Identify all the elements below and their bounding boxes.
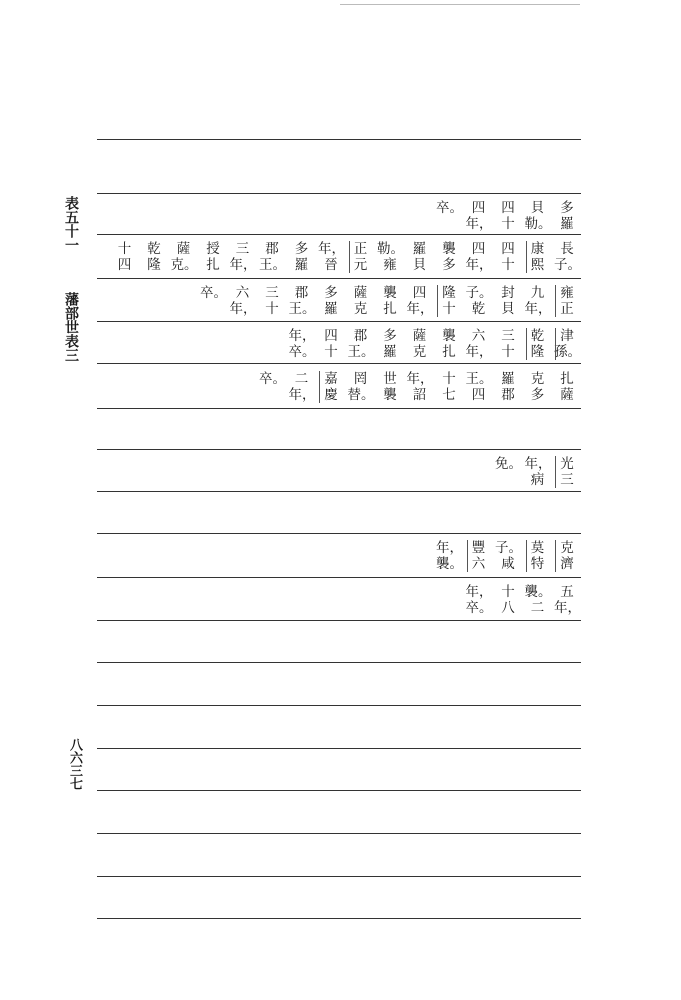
text-column xyxy=(554,540,580,572)
cell-char: 羅 xyxy=(501,371,515,387)
text-column xyxy=(407,371,433,403)
table-rule xyxy=(97,876,581,877)
cell-char: 四 xyxy=(471,387,486,403)
cell-char: 扎 xyxy=(383,301,397,317)
text-column xyxy=(171,241,197,273)
cell-char: 光 xyxy=(560,456,574,472)
table-row xyxy=(97,584,581,618)
text-column xyxy=(436,328,462,360)
cell-char: 年， xyxy=(288,328,316,344)
cell-char: 勒。 xyxy=(377,241,404,257)
text-column xyxy=(525,328,551,360)
cell-char: 年， xyxy=(229,301,257,317)
table-row xyxy=(97,371,581,405)
cell-char: 子。 xyxy=(465,285,493,301)
text-column xyxy=(436,285,462,317)
cell-char: 襲。 xyxy=(524,584,552,600)
table-rule xyxy=(97,321,581,322)
text-column xyxy=(466,285,492,317)
cell-char: 襲 xyxy=(383,285,397,301)
text-column xyxy=(554,285,580,317)
cell-char: 年， xyxy=(406,301,434,317)
text-column xyxy=(289,328,315,360)
cell-char xyxy=(259,387,285,403)
text-column xyxy=(495,285,521,317)
table-rule xyxy=(97,748,581,749)
table-rule xyxy=(97,833,581,834)
cell-char: 熙 xyxy=(530,257,545,273)
text-column xyxy=(466,371,492,403)
text-column xyxy=(377,241,403,273)
cell-char: 扎 xyxy=(442,344,456,360)
cell-char: 羅 xyxy=(294,257,309,273)
cell-char: 多 xyxy=(530,387,545,403)
table-rule xyxy=(97,449,581,450)
cell-char: 六 xyxy=(235,285,250,301)
cell-char: 正 xyxy=(353,241,368,257)
cell-char xyxy=(436,216,462,232)
text-column xyxy=(348,285,374,317)
text-column xyxy=(407,328,433,360)
text-column xyxy=(318,371,344,403)
text-column xyxy=(495,456,521,488)
cell-char: 三 xyxy=(265,285,279,301)
table-row xyxy=(97,241,581,275)
table-rule xyxy=(97,918,581,919)
table-rule xyxy=(97,790,581,791)
cell-char: 封 xyxy=(501,285,515,301)
text-column xyxy=(495,540,521,572)
cell-char: 十 xyxy=(265,301,279,317)
cell-char: 薩 xyxy=(353,285,368,301)
text-column xyxy=(525,285,551,317)
text-column xyxy=(554,584,580,616)
cell-char: 莫 xyxy=(530,540,545,556)
cell-char: 年， xyxy=(436,540,463,556)
cell-char: 嘉 xyxy=(324,371,338,387)
side-title: 表五十一 xyxy=(63,196,79,252)
name-mark xyxy=(526,540,527,572)
cell-char: 年， xyxy=(465,216,493,232)
table-rule xyxy=(97,577,581,578)
cell-char: 晉 xyxy=(324,257,338,273)
text-column xyxy=(525,200,551,232)
name-mark xyxy=(467,540,468,572)
cell-char: 襲 xyxy=(442,241,456,257)
text-column xyxy=(259,241,285,273)
text-column xyxy=(141,241,167,273)
cell-char: 豐 xyxy=(471,540,486,556)
cell-char: 薩 xyxy=(176,241,191,257)
cell-char: 四 xyxy=(324,328,338,344)
text-column xyxy=(466,540,492,572)
name-mark xyxy=(526,241,527,273)
cell-char: 四 xyxy=(501,241,515,257)
cell-char: 卒。 xyxy=(259,371,286,387)
text-column xyxy=(289,285,315,317)
table-row xyxy=(97,285,581,319)
cell-char: 雍 xyxy=(560,285,574,301)
cell-char: 薩 xyxy=(560,387,574,403)
cell-char: 卒。 xyxy=(288,344,316,360)
cell-char: 授 xyxy=(206,241,220,257)
text-column xyxy=(407,285,433,317)
text-column xyxy=(525,241,551,273)
cell-char: 十 xyxy=(501,257,515,273)
cell-char: 世 xyxy=(383,371,397,387)
name-mark xyxy=(319,371,320,403)
text-column xyxy=(318,328,344,360)
cell-char: 雍 xyxy=(383,257,397,273)
cell-char: 克。 xyxy=(170,257,198,273)
cell-char: 詔 xyxy=(412,387,427,403)
table-rule xyxy=(97,193,581,194)
table-rule xyxy=(97,139,581,140)
cell-char: 四 xyxy=(412,285,427,301)
text-column xyxy=(259,285,285,317)
text-column xyxy=(495,328,521,360)
cell-char: 六 xyxy=(471,328,486,344)
text-column xyxy=(495,200,521,232)
cell-char: 正 xyxy=(560,301,574,317)
text-column xyxy=(377,328,403,360)
cell-char: 子。 xyxy=(495,540,522,556)
cell-char: 卒。 xyxy=(200,285,227,301)
cell-char: 元 xyxy=(353,257,368,273)
cell-char: 年， xyxy=(465,344,493,360)
text-column xyxy=(318,285,344,317)
cell-char: 貝 xyxy=(530,200,545,216)
cell-char: 襲 xyxy=(442,328,456,344)
cell-char: 十 xyxy=(442,301,456,317)
cell-char: 克 xyxy=(560,540,574,556)
table-rule xyxy=(97,620,581,621)
cell-char: 襲。 xyxy=(436,556,463,572)
cell-char: 八 xyxy=(501,600,515,616)
cell-char: 四 xyxy=(471,200,486,216)
cell-char: 四 xyxy=(117,257,132,273)
cell-char: 扎 xyxy=(560,371,574,387)
cell-char: 克 xyxy=(353,301,368,317)
cell-char: 多 xyxy=(324,285,338,301)
cell-char xyxy=(495,472,521,488)
cell-char: 年， xyxy=(465,584,493,600)
table-rule xyxy=(97,533,581,534)
text-column xyxy=(348,371,374,403)
cell-char: 扎 xyxy=(206,257,220,273)
text-column xyxy=(495,241,521,273)
table-row xyxy=(97,540,581,574)
table-rule xyxy=(97,408,581,409)
page-number: 八六三七 xyxy=(67,738,82,790)
cell-char xyxy=(200,301,226,317)
text-column xyxy=(466,584,492,616)
cell-char: 郡 xyxy=(353,328,368,344)
cell-char: 三 xyxy=(235,241,250,257)
cell-char: 乾 xyxy=(147,241,161,257)
text-column xyxy=(495,584,521,616)
table-rule xyxy=(97,363,581,364)
text-column xyxy=(554,200,580,232)
cell-char: 免。 xyxy=(495,456,522,472)
text-column xyxy=(200,285,226,317)
table-row xyxy=(97,456,581,490)
text-column xyxy=(525,371,551,403)
cell-char: 替。 xyxy=(347,387,375,403)
cell-char: 十 xyxy=(117,241,132,257)
cell-char: 羅 xyxy=(324,301,338,317)
cell-char: 長 xyxy=(560,241,574,257)
text-column xyxy=(230,241,256,273)
cell-char: 六 xyxy=(471,556,486,572)
table-rule xyxy=(97,705,581,706)
cell-char: 津 xyxy=(560,328,574,344)
text-column xyxy=(466,200,492,232)
cell-char: 薩 xyxy=(412,328,427,344)
cell-char: 乾 xyxy=(530,328,545,344)
text-column xyxy=(436,241,462,273)
cell-char: 王。 xyxy=(288,301,316,317)
cell-char: 勒。 xyxy=(524,216,552,232)
cell-char: 乾 xyxy=(471,301,486,317)
table-row xyxy=(97,200,581,234)
text-column xyxy=(377,285,403,317)
text-column xyxy=(466,328,492,360)
name-mark xyxy=(437,285,438,317)
cell-char: 王。 xyxy=(259,257,286,273)
cell-char: 年， xyxy=(524,301,552,317)
cell-char: 十 xyxy=(324,344,338,360)
table-rule xyxy=(97,662,581,663)
cell-char: 卒。 xyxy=(465,600,493,616)
cell-char: 濟 xyxy=(560,556,574,572)
cell-char: 孫。 xyxy=(554,344,581,360)
text-column xyxy=(554,456,580,488)
cell-char: 年， xyxy=(554,600,581,616)
cell-char: 貝 xyxy=(501,301,515,317)
cell-char: 隆 xyxy=(147,257,161,273)
text-column xyxy=(112,241,138,273)
text-column xyxy=(525,584,551,616)
cell-char: 克 xyxy=(412,344,427,360)
cell-char: 年， xyxy=(288,387,316,403)
text-column xyxy=(200,241,226,273)
text-column xyxy=(525,456,551,488)
side-subtitle: 藩部世表三 xyxy=(63,292,79,362)
text-column xyxy=(495,371,521,403)
text-column xyxy=(348,241,374,273)
text-column xyxy=(230,285,256,317)
cell-char: 羅 xyxy=(383,344,397,360)
cell-char: 年， xyxy=(524,456,552,472)
cell-char: 多 xyxy=(560,200,574,216)
cell-char: 子。 xyxy=(554,257,581,273)
text-column xyxy=(377,371,403,403)
cell-char: 七 xyxy=(442,387,456,403)
cell-char: 咸 xyxy=(501,556,515,572)
text-column xyxy=(436,540,462,572)
name-mark xyxy=(349,241,350,273)
cell-char: 四 xyxy=(501,200,515,216)
cell-char: 三 xyxy=(501,328,515,344)
cell-char: 年， xyxy=(229,257,257,273)
cell-char: 病 xyxy=(530,472,545,488)
text-column xyxy=(554,328,580,360)
cell-char: 多 xyxy=(383,328,397,344)
text-column xyxy=(289,241,315,273)
cell-char: 二 xyxy=(294,371,309,387)
name-mark xyxy=(555,285,556,317)
cell-char: 羅 xyxy=(412,241,427,257)
cell-char: 襲 xyxy=(383,387,397,403)
cell-char: 隆 xyxy=(442,285,456,301)
text-column xyxy=(436,371,462,403)
text-column xyxy=(436,200,462,232)
cell-char: 年， xyxy=(318,241,345,257)
cell-char: 王。 xyxy=(347,344,375,360)
cell-char: 貝 xyxy=(412,257,427,273)
text-column xyxy=(407,241,433,273)
cell-char: 十 xyxy=(501,344,515,360)
table-rule xyxy=(97,234,581,235)
text-column xyxy=(525,540,551,572)
cell-char: 郡 xyxy=(294,285,309,301)
cell-char: 十 xyxy=(442,371,456,387)
text-column xyxy=(554,371,580,403)
cell-char: 五 xyxy=(560,584,574,600)
text-column xyxy=(289,371,315,403)
cell-char: 三 xyxy=(560,472,574,488)
cell-char: 年， xyxy=(406,371,434,387)
top-faint-rule xyxy=(340,4,580,5)
name-mark xyxy=(526,328,527,360)
cell-char: 王。 xyxy=(465,371,493,387)
cell-char: 隆 xyxy=(530,344,545,360)
cell-char: 十 xyxy=(501,584,515,600)
cell-char: 羅 xyxy=(560,216,574,232)
cell-char: 二 xyxy=(530,600,545,616)
table-rule xyxy=(97,278,581,279)
cell-char: 郡 xyxy=(265,241,279,257)
cell-char: 克 xyxy=(530,371,545,387)
cell-char: 郡 xyxy=(501,387,515,403)
cell-char: 罔 xyxy=(353,371,368,387)
name-mark xyxy=(555,328,556,360)
name-mark xyxy=(555,540,556,572)
text-column xyxy=(259,371,285,403)
cell-char: 多 xyxy=(294,241,309,257)
cell-char: 卒。 xyxy=(436,200,463,216)
cell-char: 年， xyxy=(465,257,493,273)
text-column xyxy=(554,241,580,273)
text-column xyxy=(466,241,492,273)
cell-char: 九 xyxy=(530,285,545,301)
text-column xyxy=(348,328,374,360)
cell-char: 慶 xyxy=(324,387,338,403)
text-column xyxy=(318,241,344,273)
table-rule xyxy=(97,491,581,492)
cell-char: 康 xyxy=(530,241,545,257)
name-mark xyxy=(555,456,556,488)
cell-char: 十 xyxy=(501,216,515,232)
table-row xyxy=(97,328,581,362)
cell-char: 多 xyxy=(442,257,456,273)
cell-char: 特 xyxy=(530,556,545,572)
cell-char: 四 xyxy=(471,241,486,257)
